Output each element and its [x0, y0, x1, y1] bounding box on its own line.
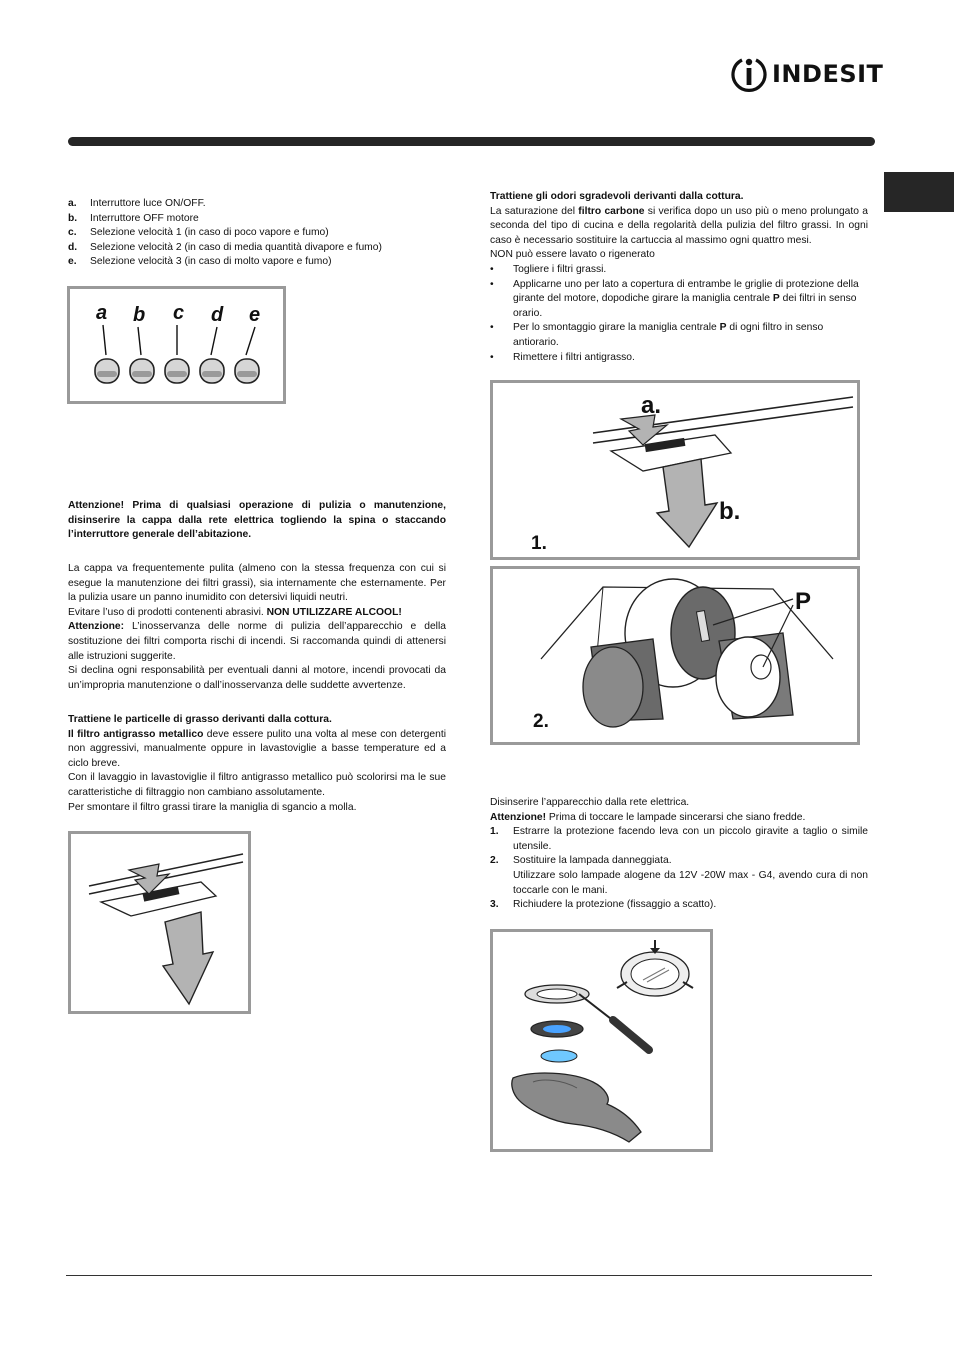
- carbon-filter-step1-illustration: [493, 383, 857, 557]
- label-e: e: [249, 304, 261, 326]
- header-bar: [68, 137, 875, 146]
- label-p: P: [795, 588, 812, 615]
- label-a: a.: [641, 392, 662, 419]
- carbon-filter-text: [490, 190, 868, 365]
- grease-filter-figure: [68, 831, 251, 1014]
- maintenance-warning: Attenzione! Prima di qualsiasi operazione di pulizia o manutenzione, disinserire la cappa dalla rete elettrica togliendo la spina o staccando l’interruttore generale dell’abitazione.: [68, 500, 446, 541]
- footer-rule: [66, 1275, 872, 1276]
- i-circle-logo-icon: [730, 54, 768, 94]
- maintenance-p1: La cappa va frequentemente pulita (almeno con la stessa frequenza con cui si esegue la manutenzione dei filtri grassi), sia internamente che esternamente. Per la pulizia usare un panno inumidito con detersivi liquidi neutri.: [68, 563, 446, 604]
- list-item: • Togliere i filtri grassi.: [490, 263, 607, 275]
- list-item: 1. Estrarre la protezione facendo leva con un piccolo giravite a taglio o simile utensile.: [490, 826, 868, 852]
- list-item: • Rimettere i filtri antigrasso.: [490, 351, 635, 363]
- grease-filter-p3: Per smontare il filtro grassi tirare la maniglia di sgancio a molla.: [68, 801, 357, 813]
- list-item: • Per lo smontaggio girare la maniglia centrale P di ogni filtro in senso antiorario.: [490, 322, 824, 348]
- language-tab: [884, 172, 954, 212]
- list-item: a. Interruttore luce ON/OFF.: [68, 198, 206, 209]
- label-a: a: [96, 302, 108, 324]
- label-b: b.: [719, 498, 741, 525]
- controls-list: [68, 197, 448, 270]
- list-item: e. Selezione velocità 3 (in caso di molto vapore e fumo): [68, 256, 332, 268]
- label-d: d: [211, 304, 224, 326]
- carbon-filter-figure-2: [490, 566, 860, 745]
- list-item: c. Selezione velocità 1 (in caso di poco vapore e fumo): [68, 227, 329, 239]
- list-item: • Applicarne uno per lato a copertura di entrambe le griglie di protezione della girante del motore, dopodiche girare la maniglia centrale P dei filtri in senso orario.: [490, 278, 859, 319]
- lamp-p2: Attenzione! Prima di toccare le lampade sincerarsi che siano fredde.: [490, 811, 806, 823]
- carbon-filter-p1: La saturazione del filtro carbone si verifica dopo un uso più o meno prolungato a seconda del tipo di cucina e della regolarità della pulizia del filtro grassi. In ogni caso è necessario sostituire la cartuccia al massimo ogni quattro mesi.: [490, 205, 868, 246]
- list-item: 3. Richiudere la protezione (fissaggio a scatto).: [490, 899, 717, 911]
- grease-filter-text: [68, 713, 446, 815]
- maintenance-p3: Attenzione: L’inosservanza delle norme di pulizia dell’apparecchio e della sostituzione dei filtri comporta rischi di incendi. Si raccomanda quindi di attenersi alle istruzioni suggerite.: [68, 621, 446, 662]
- carbon-filter-steps: [490, 263, 868, 365]
- carbon-filter-p2: NON può essere lavato o rigenerato: [490, 249, 655, 261]
- list-item: b. Interruttore OFF motore: [68, 212, 199, 224]
- list-item: 2. Sostituire la lampada danneggiata. Utilizzare solo lampade alogene da 12V -20W max - G4, avendo cura di non toccarle con le mani.: [490, 855, 868, 896]
- grease-filter-heading: Trattiene le particelle di grasso derivanti dalla cottura.: [68, 714, 332, 725]
- lamp-text: [490, 796, 868, 913]
- brand-logo: [730, 54, 883, 94]
- carbon-filter-step2-illustration: [493, 569, 857, 742]
- carbon-filter-heading: Trattiene gli odori sgradevoli derivanti dalla cottura.: [490, 191, 744, 202]
- step-number: 1.: [531, 533, 547, 554]
- grease-filter-p1: Il filtro antigrasso metallico deve essere pulito una volta al mese con detergenti non aggressivi, manualmente oppure in lavastoviglie a basse temperature ed a ciclo breve.: [68, 728, 446, 769]
- step-number: 2.: [533, 711, 549, 732]
- carbon-filter-figure-1: [490, 380, 860, 560]
- grease-filter-p2: Con il lavaggio in lavastoviglie il filtro antigrasso metallico può scolorirsi ma le sue caratteristiche di filtraggio non cambiano assolutamente.: [68, 772, 446, 798]
- label-b: b: [133, 304, 146, 326]
- grease-filter-removal-illustration: [71, 834, 248, 1011]
- maintenance-p2: Evitare l’uso di prodotti contenenti abrasivi. NON UTILIZZARE ALCOOL!: [68, 606, 402, 618]
- lamp-replacement-illustration: [493, 932, 710, 1149]
- lamp-figure: [490, 929, 713, 1152]
- controls-figure: [67, 286, 286, 404]
- maintenance-text: [68, 562, 446, 693]
- lamp-p1: Disinserire l’apparecchio dalla rete elettrica.: [490, 797, 690, 808]
- label-c: c: [173, 302, 185, 324]
- list-item: d. Selezione velocità 2 (in caso di media quantità divapore e fumo): [68, 241, 382, 253]
- lamp-steps: [490, 825, 868, 913]
- brand-name: INDESIT: [772, 60, 884, 88]
- control-buttons-illustration: [70, 289, 283, 401]
- maintenance-p4: Si declina ogni responsabilità per eventuali danni al motore, incendi provocati da un’impropria manutenzione o dall’inosservanza delle suddette avvertenze.: [68, 665, 446, 691]
